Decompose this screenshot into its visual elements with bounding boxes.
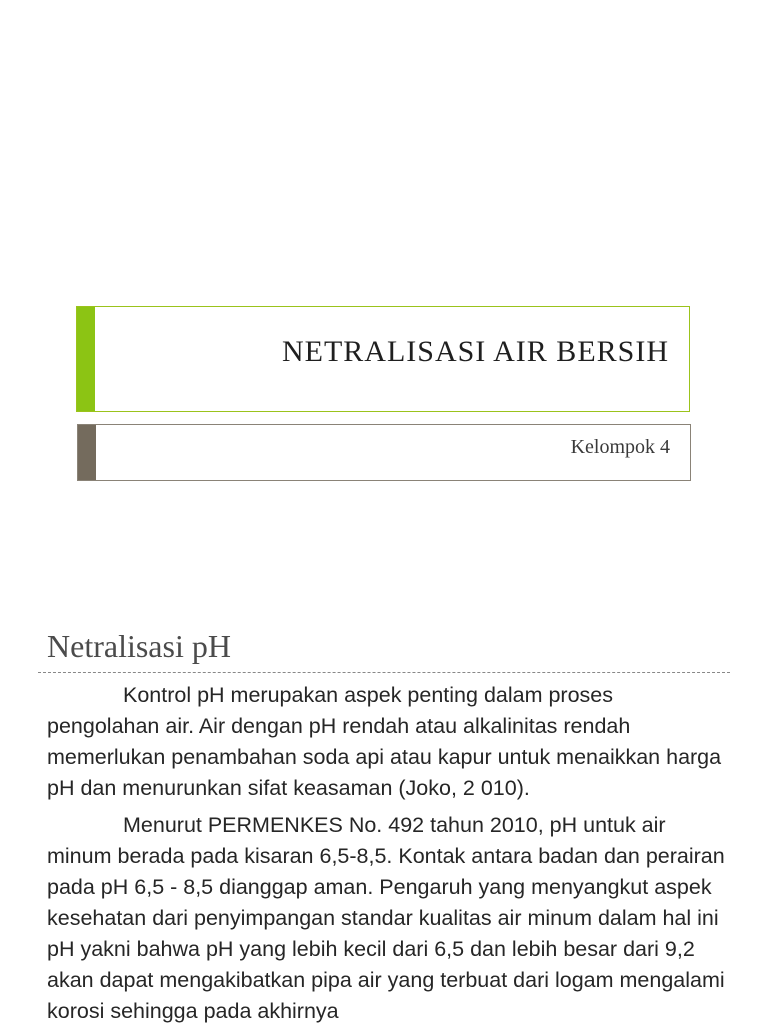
title-box bbox=[76, 306, 690, 412]
paragraph-2: Menurut PERMENKES No. 492 tahun 2010, pH untuk air minum berada pada kisaran 6,5-8,5. Kontak antara badan dan perairan pada pH 6,5 - 8,5 dianggap aman. Pengaruh yang menyangkut aspek kesehatan dari penyimpangan standar kualitas air minum dalam hal ini pH yakni bahwa pH yang lebih kecil dari 6,5 dan lebih besar dari 9,2 akan dapat mengakibatkan pipa air yang terbuat dari logam mengalami korosi sehingga pada akhirnya bbox=[47, 813, 725, 1023]
content-slide bbox=[0, 576, 768, 1024]
content-slide-title: Netralisasi pH bbox=[47, 628, 231, 664]
title-accent-bar bbox=[77, 307, 95, 411]
slide-title: NETRALISASI AIR BERSIH bbox=[281, 335, 669, 368]
paragraph-1: Kontrol pH merupakan aspek penting dalam proses pengolahan air. Air dengan pH rendah atau alkalinitas rendah memerlukan penambahan soda api atau kapur untuk menaikkan harga pH dan menurunkan sifat keasaman (Joko, 2 010). bbox=[47, 683, 722, 800]
content-body bbox=[47, 680, 727, 1033]
subtitle-accent-bar bbox=[78, 425, 96, 480]
title-divider bbox=[38, 672, 730, 673]
subtitle-box bbox=[77, 424, 691, 481]
slide-subtitle: Kelompok 4 bbox=[570, 436, 670, 458]
